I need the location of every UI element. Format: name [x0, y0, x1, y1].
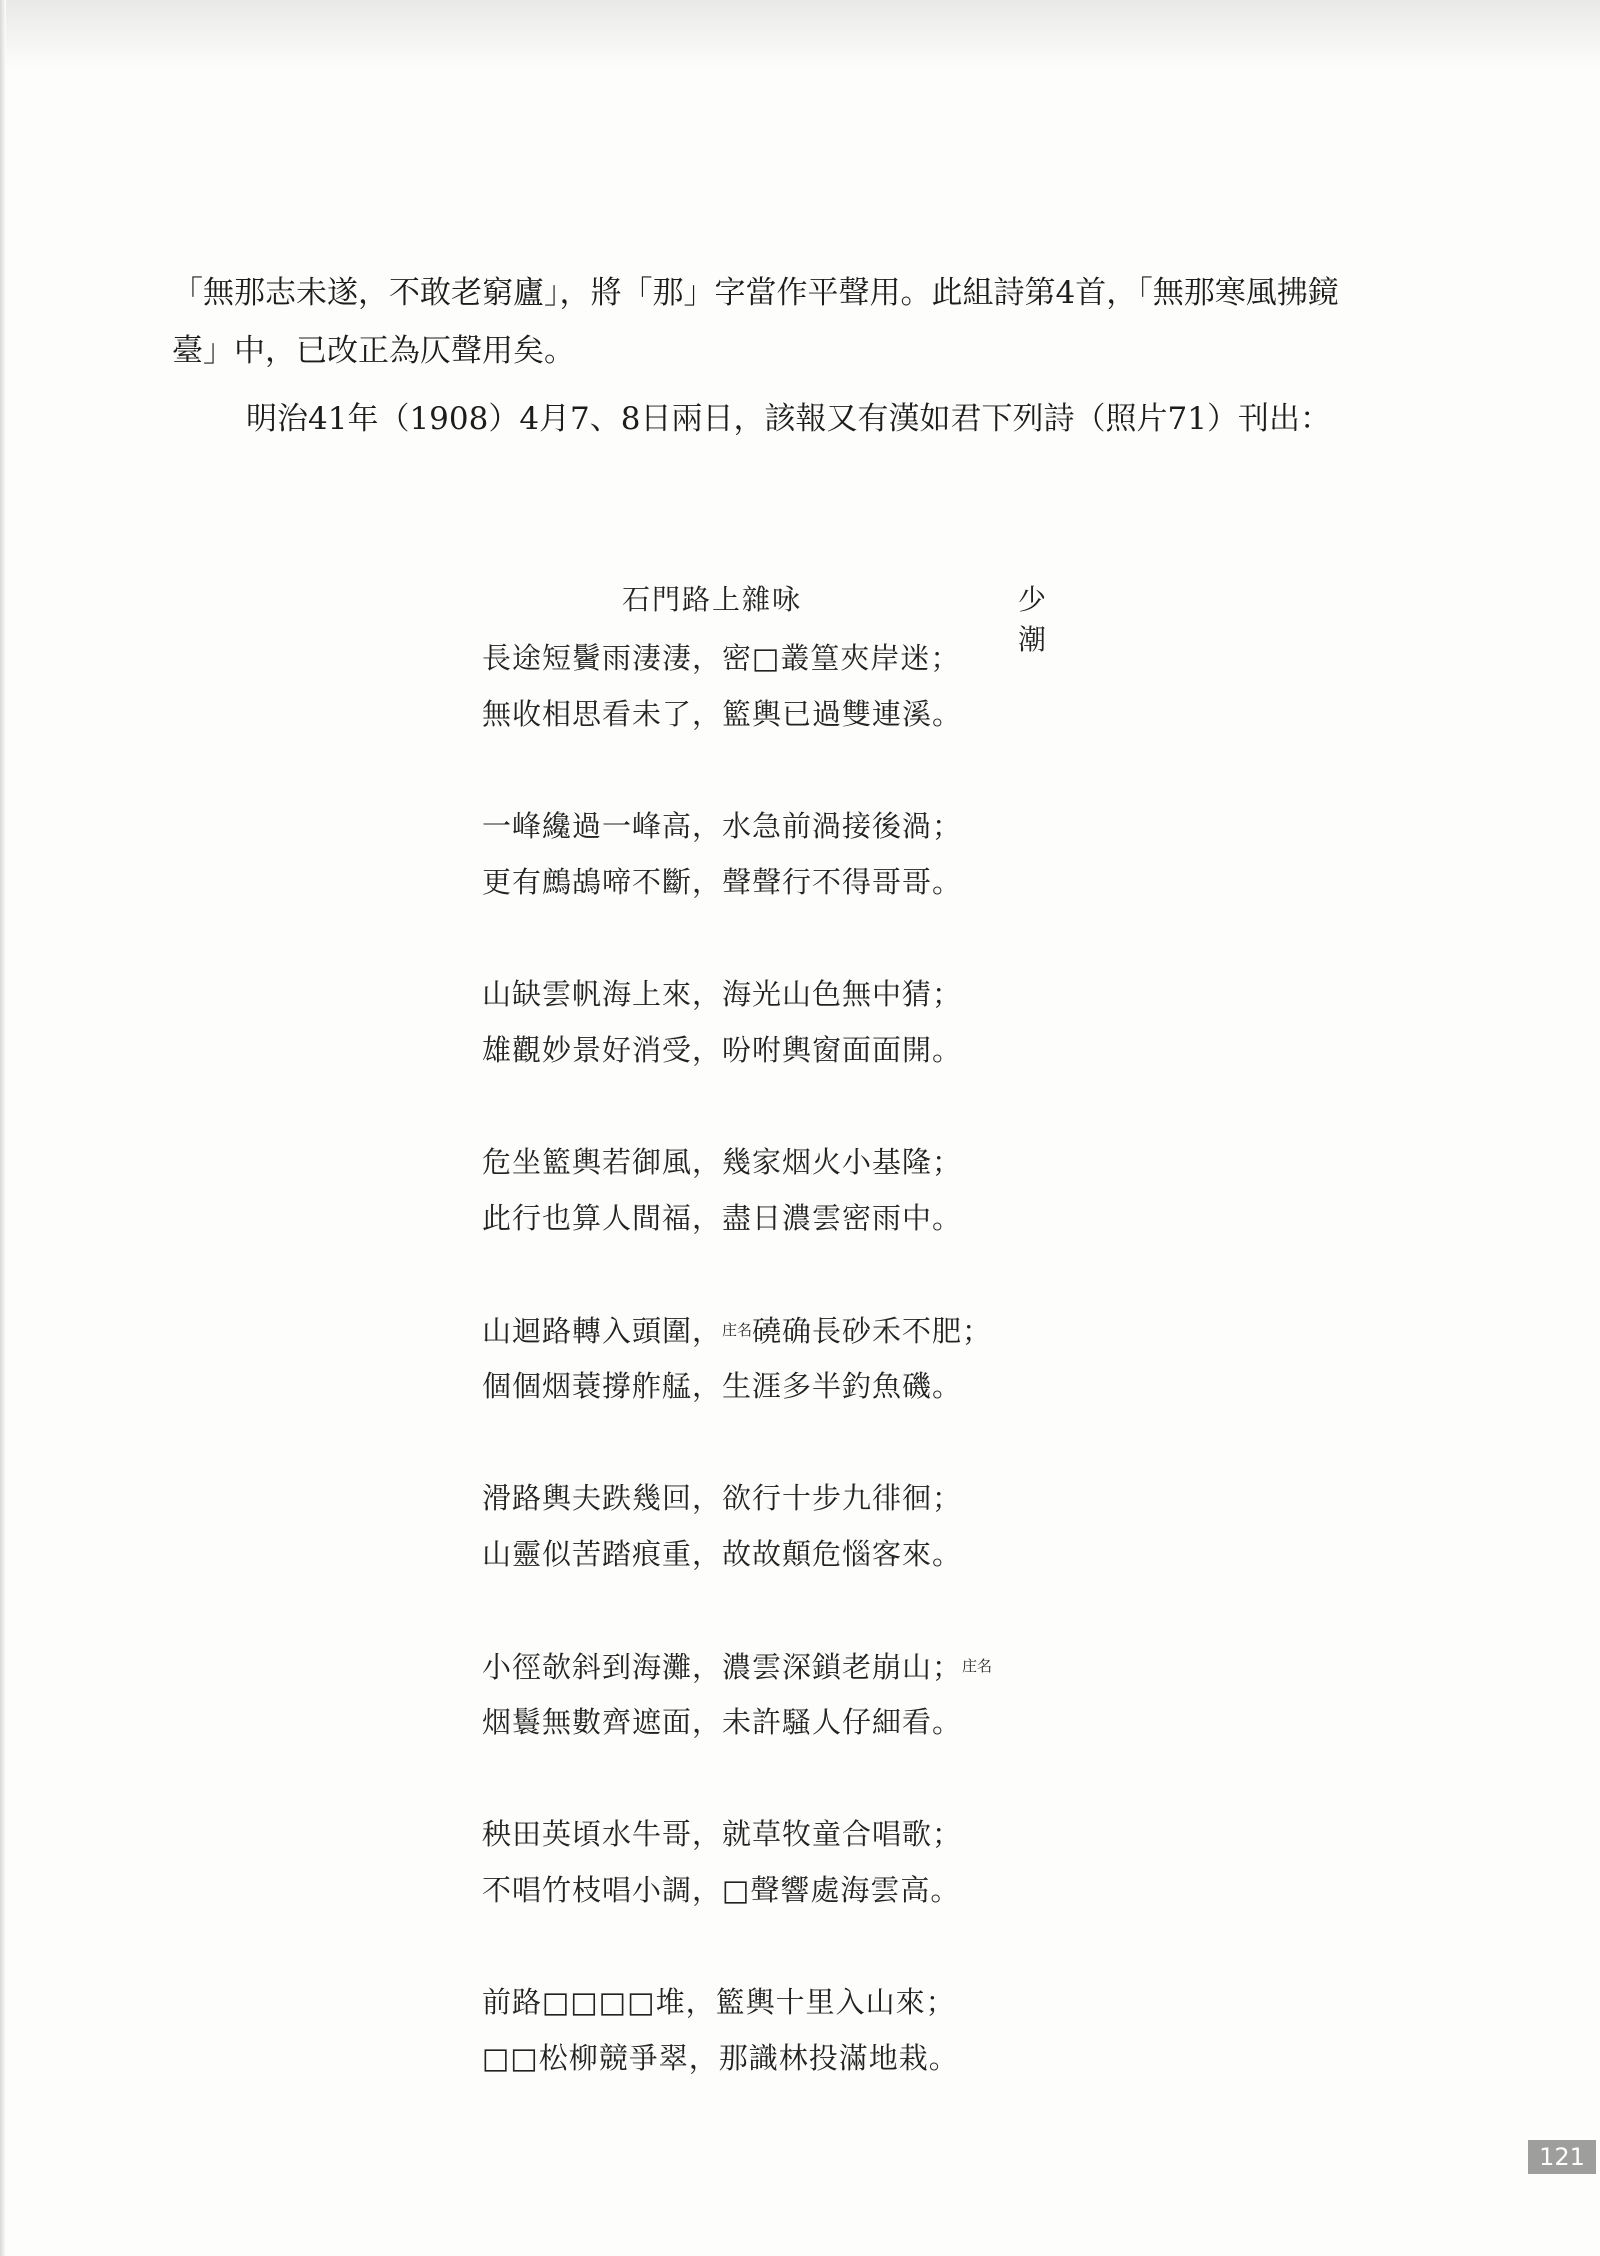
poem-line-text: 一峰纔過一峰高，水急前渦接後渦；	[482, 809, 963, 843]
poem-stanza	[482, 966, 1142, 1078]
poem-line	[482, 1862, 1142, 1918]
poem-stanza	[482, 1134, 1142, 1246]
poem-line-text: 滑路輿夫跌幾回，欲行十步九徘徊；	[482, 1481, 963, 1515]
poem-line-text: 山迴路轉入頭圍，	[482, 1314, 723, 1348]
poem-line	[482, 1302, 1142, 1358]
poem-line-text: 秧田英頃水牛哥，就草牧童合唱歌；	[482, 1817, 963, 1851]
poem-line-text: 個個烟蓑撐舴艋，生涯多半釣魚磯。	[482, 1369, 963, 1403]
poem-stanza	[482, 1974, 1142, 2086]
poem-line	[482, 1190, 1142, 1246]
poem-line-text: 危坐籃輿若御風，幾家烟火小基隆；	[482, 1145, 963, 1179]
page-number: 121	[1528, 2140, 1596, 2174]
poem-author: 少 潮	[1018, 583, 1131, 656]
poem-stanza	[482, 798, 1142, 910]
poem-line-text: 磽确長砂禾不肥；	[752, 1314, 993, 1348]
poem-line-text: 烟鬟無數齊遮面，未許騷人仔細看。	[482, 1705, 963, 1739]
poem-line	[482, 966, 1142, 1022]
paragraph-2: 明治41年（1908）4月7、8日兩日，該報又有漢如君下列詩（照片71）刊出：	[246, 401, 1331, 437]
poem-line	[482, 1134, 1142, 1190]
scan-left-edge	[0, 0, 6, 2256]
paragraph-1: 「無那志未遂，不敢老窮廬」，將「那」字當作平聲用。此組詩第4首，「無那寒風拂鏡臺」中，已改正為仄聲用矣。	[172, 275, 1339, 369]
poem-body	[482, 630, 1142, 2142]
poem-line	[482, 686, 1142, 742]
poem-title: 石門路上雜咏	[622, 583, 803, 616]
poem-stanza	[482, 1638, 1142, 1750]
poem-line	[482, 854, 1142, 910]
poem-line	[482, 1526, 1142, 1582]
poem-line-text: 更有鷓鴣啼不斷，聲聲行不得哥哥。	[482, 865, 963, 899]
poem-line	[482, 1694, 1142, 1750]
poem-line	[482, 1806, 1142, 1862]
poem-line	[482, 798, 1142, 854]
poem-line-text: 無收相思看未了，籃輿已過雙連溪。	[482, 697, 963, 731]
poem-line-text: 長途短鬢雨淒淒，密□叢篁夾岸迷；	[482, 641, 961, 675]
poem-line	[482, 630, 1142, 686]
poem-line-text: 此行也算人間福，盡日濃雲密雨中。	[482, 1201, 963, 1235]
poem-line-text: 小徑欹斜到海灘，濃雲深鎖老崩山；	[482, 1650, 963, 1684]
poem-line	[482, 1638, 1142, 1694]
poem-stanza	[482, 630, 1142, 742]
poem-line-text: 前路□□□□堆，籃輿十里入山來；	[482, 1985, 956, 2019]
poem-line-text: 山缺雲帆海上來，海光山色無中猜；	[482, 977, 963, 1011]
poem-heading	[622, 578, 1142, 656]
poem-note: 庄名	[722, 1321, 753, 1339]
poem-line	[482, 1470, 1142, 1526]
poem-line	[482, 1974, 1142, 2030]
poem-note: 庄名	[962, 1657, 993, 1675]
poem-line	[482, 1358, 1142, 1414]
poem-stanza	[482, 1806, 1142, 1918]
scan-top-shadow	[0, 0, 1600, 70]
poem-line-text: 雄觀妙景好消受，吩咐輿窗面面開。	[482, 1033, 963, 1067]
poem-line	[482, 1022, 1142, 1078]
poem-line-text: 山靈似苦踏痕重，故故顛危惱客來。	[482, 1537, 963, 1571]
poem-line-text: 不唱竹枝唱小調，□聲響處海雲高。	[482, 1873, 961, 1907]
poem-line-text: □□松柳競爭翠，那識林投滿地栽。	[482, 2041, 959, 2075]
poem-line	[482, 2030, 1142, 2086]
poem-stanza	[482, 1302, 1142, 1414]
poem-stanza	[482, 1470, 1142, 1582]
